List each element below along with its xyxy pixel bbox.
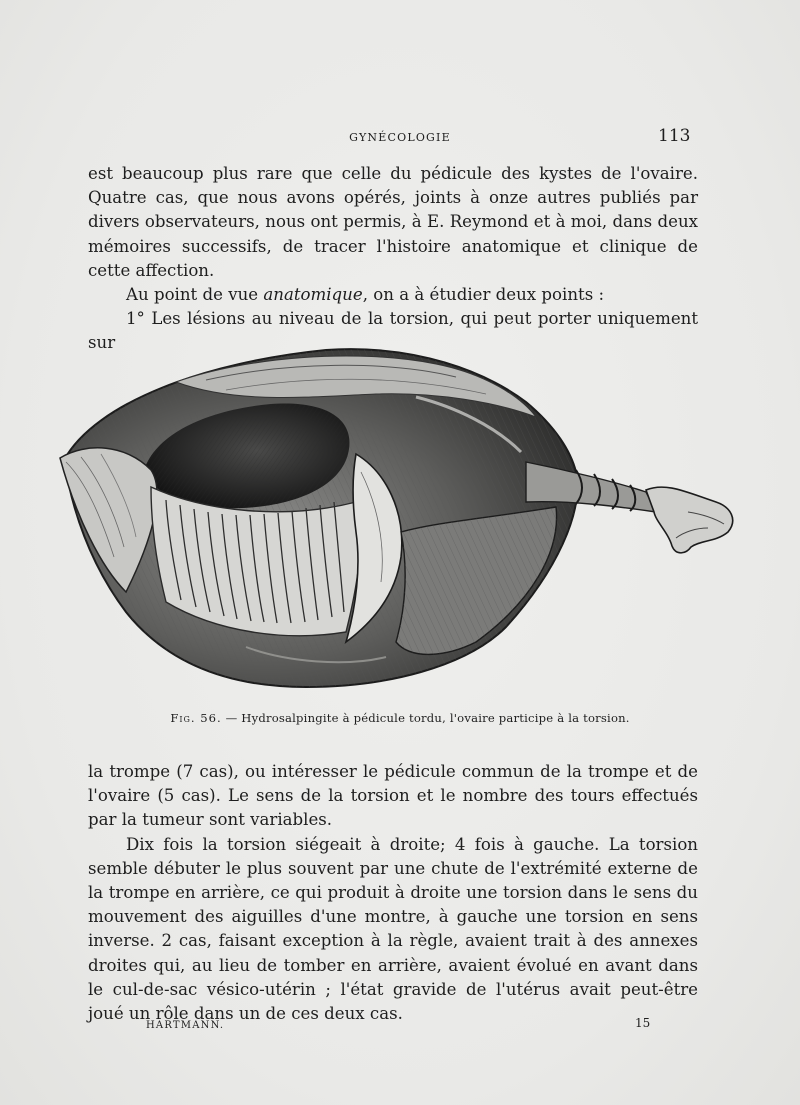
sheet-number: 15 — [635, 1016, 651, 1030]
anatomical-illustration — [56, 342, 746, 697]
body-text-top — [88, 162, 698, 356]
paragraph: 1° Les lésions au niveau de la torsion, qui peut porter uniquement sur — [88, 309, 698, 353]
caption-text: — Hydrosalpingite à pédicule tordu, l'ovaire participe à la torsion. — [221, 711, 630, 725]
text-run: , on a à étudier deux points : — [362, 285, 605, 305]
body-text-bottom — [88, 760, 698, 1026]
figure-label: Fig. 56. — [170, 711, 222, 725]
figure-caption — [0, 711, 800, 725]
paragraph: Dix fois la torsion siégeait à droite; 4 fois à gauche. La torsion semble débuter le plus souvent par une chute de l'extrémité externe de la trompe en arrière, ce qui produit à droite une torsion dans le sens du mouvement des aiguilles d'une montre, à gauche une torsion en sens inverse. 2 cas, faisant exception à la règle, avaient trait à des annexes droites qui, au lieu de tomber en arrière, avaient évolué en avant dans le cul-de-sac vésico-utérin ; l'état gravide de l'utérus avait peut-être joué un rôle dans un de ces deux cas. — [88, 834, 698, 1024]
page-number: 113 — [658, 126, 691, 146]
paragraph: est beaucoup plus rare que celle du pédicule des kystes de l'ovaire. Quatre cas, que nous avons opérés, joints à onze autres publiés par divers observateurs, nous ont permis, à E. Reymond et à moi, dans deux mémoires successifs, de tracer l'histoire anatomique et clinique de cette affection. — [88, 164, 698, 280]
running-title: GYNÉCOLOGIE — [349, 131, 451, 144]
paragraph — [88, 283, 698, 307]
paragraph: la trompe (7 cas), ou intéresser le pédicule commun de la trompe et de l'ovaire (5 cas). Le sens de la torsion et le nombre des tours effectués par la tumeur sont variables. — [88, 762, 698, 830]
emphasis: anatomique — [263, 285, 363, 305]
signature-mark: HARTMANN. — [146, 1020, 225, 1031]
text-run: Au point de vue — [126, 285, 264, 305]
